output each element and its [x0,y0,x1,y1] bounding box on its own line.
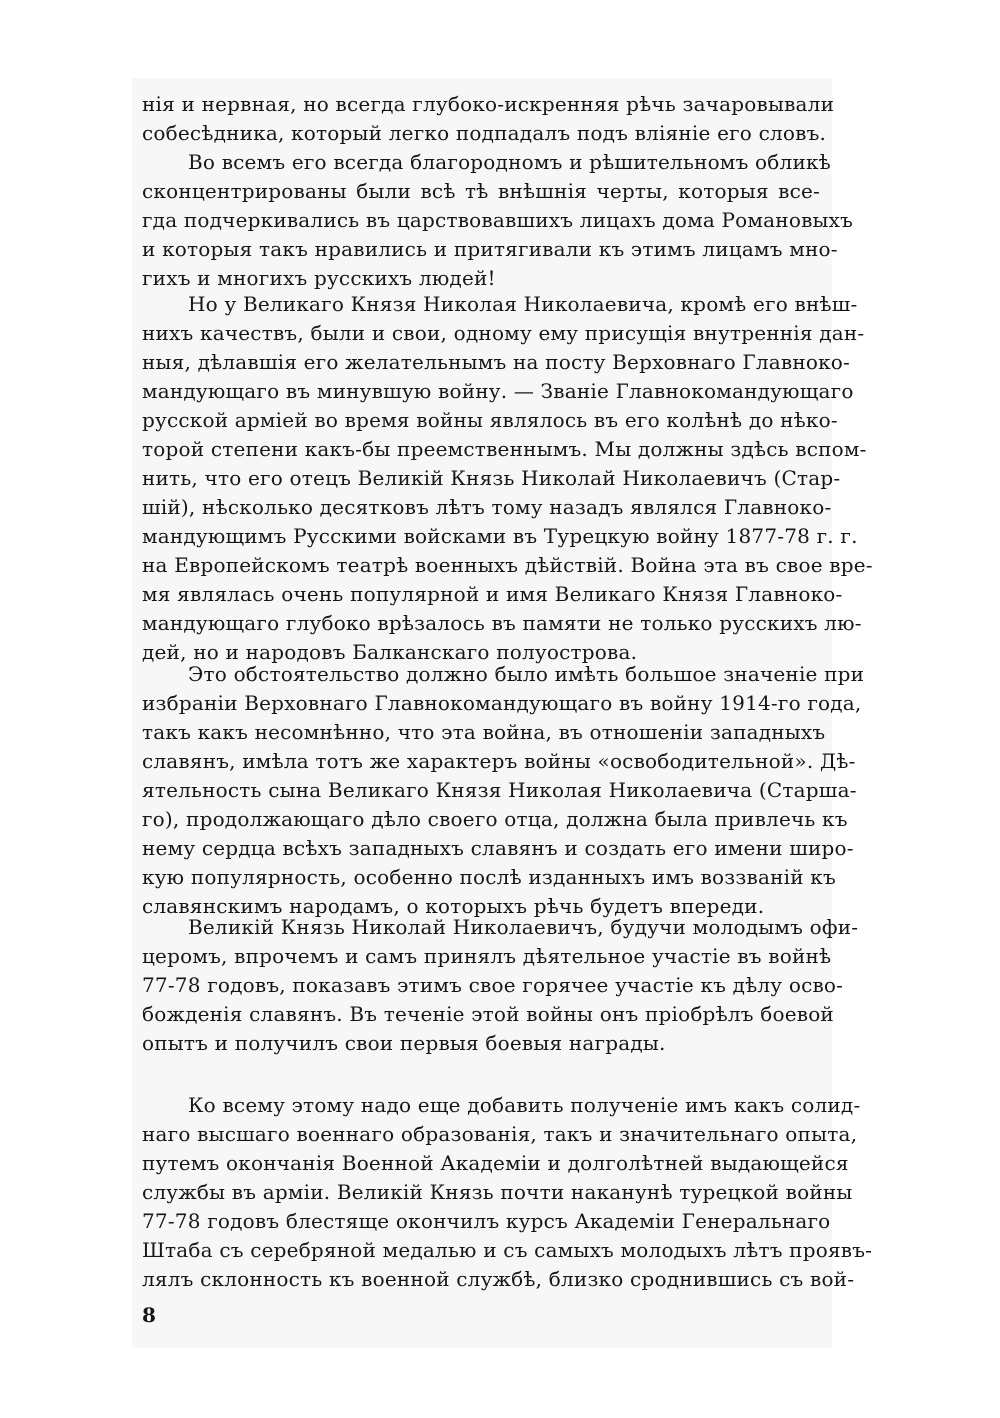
paragraph-appearance [142,148,854,293]
text-line: на Европейскомъ театрѣ военныхъ дѣйствій. Война эта въ свое вре- [142,553,873,577]
paragraph-circumstance [142,660,865,921]
text-line: Штаба съ серебряной медалью и съ самыхъ молодыхъ лѣтъ проявъ- [142,1238,873,1262]
text-line: избраніи Верховнаго Главнокомандующаго въ войну 1914-го года, [142,691,862,715]
text-line: мя являлась очень популярной и имя Великаго Князя Главноко- [142,582,843,606]
paragraph-education [142,1091,873,1294]
text-line: путемъ окончанія Военной Академіи и долголѣтней выдающейся [142,1151,849,1175]
text-line: мандующимъ Русскими войсками въ Турецкую войну 1877-78 г. г. [142,524,858,548]
text-line: ятельность сына Великаго Князя Николая Николаевича (Старша- [142,778,857,802]
text-line: мандующаго въ минувшую войну. — Званіе Главнокомандующаго [142,379,854,403]
text-line: 77-78 годовъ, показавъ этимъ свое горячее участіе къ дѣлу осво- [142,973,844,997]
text-line: и которыя такъ нравились и притягивали къ этимъ лицамъ мно- [142,237,838,261]
text-line: нія и нервная, но всегда глубоко-искренняя рѣчь зачаровывали [142,92,835,116]
text-line: опытъ и получилъ свои первыя боевыя награды. [142,1031,666,1055]
text-line: славянскимъ народамъ, о которыхъ рѣчь будетъ впереди. [142,894,765,918]
paragraph-young-officer [142,913,859,1058]
paragraph-continuation [142,90,835,148]
text-line: славянъ, имѣла тотъ же характеръ войны «освободительной». Дѣ- [142,749,856,773]
text-line: гихъ и многихъ русскихъ людей! [142,266,496,290]
text-line: церомъ, впрочемъ и самъ принялъ дѣятельное участіе въ войнѣ [142,944,832,968]
text-line: такъ какъ несомнѣнно, что эта война, въ отношеніи западныхъ [142,720,826,744]
text-line: мандующаго глубоко врѣзалось въ памяти не только русскихъ лю- [142,611,862,635]
text-line: Это обстоятельство должно было имѣть большое значеніе при [188,662,865,686]
text-line: сконцентрированы были всѣ тѣ внѣшнія черты, которыя все- [142,179,820,203]
text-line: торой степени какъ-бы преемственнымъ. Мы должны здѣсь вспом- [142,437,867,461]
text-line: кую популярность, особенно послѣ изданныхъ имъ воззваній къ [142,865,836,889]
page-number: 8 [142,1303,156,1327]
text-line: Ко всему этому надо еще добавить полученіе имъ какъ солид- [188,1093,861,1117]
paragraph-qualities [142,290,873,667]
text-line: божденія славянъ. Въ теченіе этой войны онъ пріобрѣлъ боевой [142,1002,834,1026]
text-line: русской арміей во время войны являлось въ его колѣнѣ до нѣко- [142,408,838,432]
text-line: лялъ склонность къ военной службѣ, близко сроднившись съ вой- [142,1267,855,1291]
text-line: нить, что его отецъ Великій Князь Николай Николаевичъ (Стар- [142,466,841,490]
text-line: шій), нѣсколько десятковъ лѣтъ тому назадъ являлся Главноко- [142,495,832,519]
text-line: нему сердца всѣхъ западныхъ славянъ и создать его имени широ- [142,836,854,860]
text-line: собесѣдника, который легко подпадалъ подъ вліяніе его словъ. [142,121,827,145]
text-line: службы въ арміи. Великій Князь почти наканунѣ турецкой войны [142,1180,853,1204]
text-line: го), продолжающаго дѣло своего отца, должна была привлечь къ [142,807,848,831]
text-line: дей, но и народовъ Балканскаго полуострова. [142,640,638,664]
text-line: 77-78 годовъ блестяще окончилъ курсъ Академіи Генеральнаго [142,1209,831,1233]
text-line: наго высшаго военнаго образованія, такъ и значительнаго опыта, [142,1122,858,1146]
text-line: Но у Великаго Князя Николая Николаевича, кромѣ его внѣш- [188,292,858,316]
text-line: нихъ качествъ, были и свои, одному ему присущія внутреннія дан- [142,321,865,345]
text-line: гда подчеркивались въ царствовавшихъ лицахъ дома Романовыхъ [142,208,854,232]
text-line: Во всемъ его всегда благородномъ и рѣшительномъ обликѣ [188,150,831,174]
text-line: ныя, дѣлавшія его желательнымъ на посту Верховнаго Главноко- [142,350,850,374]
text-line: Великій Князь Николай Николаевичъ, будучи молодымъ офи- [188,915,859,939]
